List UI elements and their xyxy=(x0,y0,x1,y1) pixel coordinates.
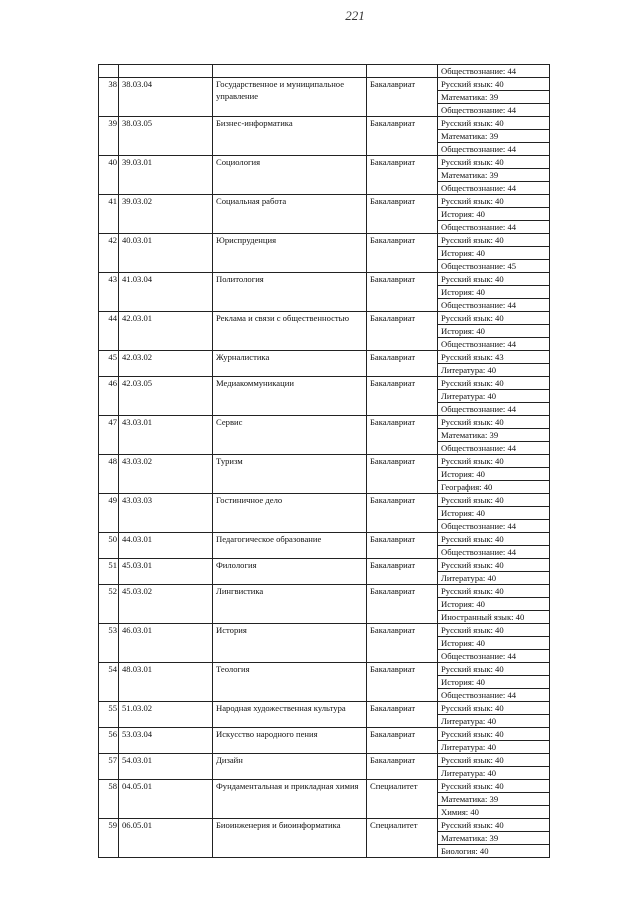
program-name-cell: Народная художественная культура xyxy=(213,702,367,728)
table-row xyxy=(99,663,550,676)
table-row xyxy=(99,494,550,507)
program-name-cell: Туризм xyxy=(213,455,367,494)
subject-score-cell: История: 40 xyxy=(438,247,550,260)
row-number-cell: 44 xyxy=(99,312,119,351)
subject-score-cell: Русский язык: 40 xyxy=(438,754,550,767)
level-cell: Бакалавриат xyxy=(367,195,438,234)
code-cell: 04.05.01 xyxy=(119,780,213,819)
program-name-cell: Фундаментальная и прикладная химия xyxy=(213,780,367,819)
subject-score-cell: Литература: 40 xyxy=(438,390,550,403)
code-cell: 46.03.01 xyxy=(119,624,213,663)
level-cell: Бакалавриат xyxy=(367,624,438,663)
row-number-cell: 46 xyxy=(99,377,119,416)
table-row xyxy=(99,702,550,715)
subject-score-cell: Русский язык: 40 xyxy=(438,416,550,429)
table-row xyxy=(99,312,550,325)
subject-score-cell: Русский язык: 40 xyxy=(438,78,550,91)
subject-score-cell: Русский язык: 40 xyxy=(438,494,550,507)
level-cell: Бакалавриат xyxy=(367,416,438,455)
subject-score-cell: Русский язык: 40 xyxy=(438,663,550,676)
program-name-cell: Биоинженерия и биоинформатика xyxy=(213,819,367,858)
subject-score-cell: История: 40 xyxy=(438,286,550,299)
subject-score-cell: История: 40 xyxy=(438,637,550,650)
table-row xyxy=(99,585,550,598)
subject-score-cell: История: 40 xyxy=(438,598,550,611)
subject-score-cell: Литература: 40 xyxy=(438,572,550,585)
subject-score-cell: Обществознание: 44 xyxy=(438,338,550,351)
subject-score-cell: Русский язык: 40 xyxy=(438,585,550,598)
subject-score-cell: Литература: 40 xyxy=(438,741,550,754)
row-number-cell: 43 xyxy=(99,273,119,312)
level-cell: Бакалавриат xyxy=(367,351,438,377)
subject-score-cell: Математика: 39 xyxy=(438,130,550,143)
level-cell: Бакалавриат xyxy=(367,377,438,416)
subject-score-cell: Обществознание: 44 xyxy=(438,182,550,195)
subject-score-cell: Русский язык: 40 xyxy=(438,117,550,130)
row-number-cell: 45 xyxy=(99,351,119,377)
program-name-cell: Лингвистика xyxy=(213,585,367,624)
subject-score-cell: Биология: 40 xyxy=(438,845,550,858)
subject-score-cell: Математика: 39 xyxy=(438,169,550,182)
level-cell: Бакалавриат xyxy=(367,234,438,273)
subject-score-cell: Обществознание: 44 xyxy=(438,546,550,559)
table-row xyxy=(99,455,550,468)
subject-score-cell: Математика: 39 xyxy=(438,832,550,845)
subject-score-cell: История: 40 xyxy=(438,468,550,481)
subject-score-cell: Русский язык: 40 xyxy=(438,156,550,169)
program-name-cell: Педагогическое образование xyxy=(213,533,367,559)
subject-score-cell: Обществознание: 44 xyxy=(438,520,550,533)
row-number-cell: 55 xyxy=(99,702,119,728)
code-cell: 38.03.05 xyxy=(119,117,213,156)
subject-score-cell: Русский язык: 40 xyxy=(438,624,550,637)
code-cell: 42.03.01 xyxy=(119,312,213,351)
program-name-cell: Медиакоммуникации xyxy=(213,377,367,416)
subject-score-cell: Русский язык: 40 xyxy=(438,377,550,390)
row-number-cell: 54 xyxy=(99,663,119,702)
level-cell: Бакалавриат xyxy=(367,78,438,117)
table-row xyxy=(99,624,550,637)
program-name-cell xyxy=(213,65,367,78)
code-cell: 48.03.01 xyxy=(119,663,213,702)
page-number: 221 xyxy=(345,8,365,23)
level-cell: Бакалавриат xyxy=(367,559,438,585)
subject-score-cell: Математика: 39 xyxy=(438,91,550,104)
subject-score-cell: Обществознание: 45 xyxy=(438,260,550,273)
subject-score-cell: Русский язык: 40 xyxy=(438,819,550,832)
code-cell: 45.03.01 xyxy=(119,559,213,585)
subject-score-cell: Русский язык: 40 xyxy=(438,702,550,715)
level-cell: Бакалавриат xyxy=(367,585,438,624)
level-cell: Бакалавриат xyxy=(367,156,438,195)
code-cell: 39.03.01 xyxy=(119,156,213,195)
code-cell: 42.03.05 xyxy=(119,377,213,416)
code-cell: 39.03.02 xyxy=(119,195,213,234)
row-number-cell: 57 xyxy=(99,754,119,780)
subject-score-cell: Обществознание: 44 xyxy=(438,689,550,702)
level-cell: Бакалавриат xyxy=(367,728,438,754)
code-cell: 06.05.01 xyxy=(119,819,213,858)
code-cell: 43.03.02 xyxy=(119,455,213,494)
program-name-cell: Государственное и муниципальное управление xyxy=(213,78,367,117)
subject-score-cell: Русский язык: 40 xyxy=(438,533,550,546)
program-name-cell: История xyxy=(213,624,367,663)
program-name-cell: Гостиничное дело xyxy=(213,494,367,533)
subject-score-cell: Математика: 39 xyxy=(438,793,550,806)
subject-score-cell: Русский язык: 43 xyxy=(438,351,550,364)
row-number-cell: 51 xyxy=(99,559,119,585)
subject-score-cell: Математика: 39 xyxy=(438,429,550,442)
row-number-cell: 38 xyxy=(99,78,119,117)
code-cell xyxy=(119,65,213,78)
table-row xyxy=(99,273,550,286)
code-cell: 51.03.02 xyxy=(119,702,213,728)
row-number-cell: 48 xyxy=(99,455,119,494)
subject-score-cell: Русский язык: 40 xyxy=(438,559,550,572)
level-cell: Бакалавриат xyxy=(367,663,438,702)
subject-score-cell: Русский язык: 40 xyxy=(438,234,550,247)
code-cell: 41.03.04 xyxy=(119,273,213,312)
subject-score-cell: Литература: 40 xyxy=(438,767,550,780)
table-row xyxy=(99,533,550,546)
row-number-cell: 47 xyxy=(99,416,119,455)
level-cell: Бакалавриат xyxy=(367,754,438,780)
table-row xyxy=(99,234,550,247)
subject-score-cell: Русский язык: 40 xyxy=(438,273,550,286)
table-row xyxy=(99,559,550,572)
code-cell: 43.03.01 xyxy=(119,416,213,455)
subject-score-cell: Химия: 40 xyxy=(438,806,550,819)
level-cell: Бакалавриат xyxy=(367,312,438,351)
program-name-cell: Юриспруденция xyxy=(213,234,367,273)
code-cell: 43.03.03 xyxy=(119,494,213,533)
table-row xyxy=(99,65,550,78)
row-number-cell: 40 xyxy=(99,156,119,195)
subject-score-cell: История: 40 xyxy=(438,325,550,338)
row-number-cell: 39 xyxy=(99,117,119,156)
subject-score-cell: Русский язык: 40 xyxy=(438,312,550,325)
subject-score-cell: Литература: 40 xyxy=(438,364,550,377)
subject-score-cell: Литература: 40 xyxy=(438,715,550,728)
program-name-cell: Журналистика xyxy=(213,351,367,377)
subject-score-cell: История: 40 xyxy=(438,208,550,221)
code-cell: 40.03.01 xyxy=(119,234,213,273)
row-number-cell: 50 xyxy=(99,533,119,559)
level-cell: Бакалавриат xyxy=(367,494,438,533)
level-cell: Бакалавриат xyxy=(367,117,438,156)
table-row xyxy=(99,416,550,429)
program-name-cell: Филология xyxy=(213,559,367,585)
code-cell: 54.03.01 xyxy=(119,754,213,780)
table-row xyxy=(99,728,550,741)
code-cell: 44.03.01 xyxy=(119,533,213,559)
table-row xyxy=(99,377,550,390)
program-name-cell: Сервис xyxy=(213,416,367,455)
subject-score-cell: История: 40 xyxy=(438,676,550,689)
program-name-cell: Искусство народного пения xyxy=(213,728,367,754)
subject-score-cell: Обществознание: 44 xyxy=(438,299,550,312)
subject-score-cell: Обществознание: 44 xyxy=(438,221,550,234)
table-row xyxy=(99,78,550,91)
table-row xyxy=(99,117,550,130)
code-cell: 53.03.04 xyxy=(119,728,213,754)
row-number-cell xyxy=(99,65,119,78)
subject-score-cell: Русский язык: 40 xyxy=(438,455,550,468)
row-number-cell: 49 xyxy=(99,494,119,533)
row-number-cell: 59 xyxy=(99,819,119,858)
subject-score-cell: Русский язык: 40 xyxy=(438,780,550,793)
table-row xyxy=(99,780,550,793)
subject-score-cell: Иностранный язык: 40 xyxy=(438,611,550,624)
program-name-cell: Теология xyxy=(213,663,367,702)
subject-score-cell: Обществознание: 44 xyxy=(438,104,550,117)
row-number-cell: 42 xyxy=(99,234,119,273)
level-cell: Бакалавриат xyxy=(367,533,438,559)
table-row xyxy=(99,156,550,169)
program-name-cell: Политология xyxy=(213,273,367,312)
code-cell: 45.03.02 xyxy=(119,585,213,624)
code-cell: 42.03.02 xyxy=(119,351,213,377)
subject-score-cell: Обществознание: 44 xyxy=(438,442,550,455)
program-name-cell: Социальная работа xyxy=(213,195,367,234)
subject-score-cell: География: 40 xyxy=(438,481,550,494)
row-number-cell: 58 xyxy=(99,780,119,819)
row-number-cell: 41 xyxy=(99,195,119,234)
subject-score-cell: История: 40 xyxy=(438,507,550,520)
table-row xyxy=(99,819,550,832)
subject-score-cell: Обществознание: 44 xyxy=(438,65,550,78)
subject-score-cell: Русский язык: 40 xyxy=(438,728,550,741)
subject-score-cell: Обществознание: 44 xyxy=(438,650,550,663)
row-number-cell: 56 xyxy=(99,728,119,754)
level-cell: Бакалавриат xyxy=(367,273,438,312)
table-row xyxy=(99,195,550,208)
program-name-cell: Реклама и связи с общественностью xyxy=(213,312,367,351)
table-row xyxy=(99,351,550,364)
level-cell: Специалитет xyxy=(367,819,438,858)
table-body xyxy=(99,65,550,858)
table-row xyxy=(99,754,550,767)
subject-score-cell: Обществознание: 44 xyxy=(438,143,550,156)
program-name-cell: Дизайн xyxy=(213,754,367,780)
admission-table xyxy=(98,64,550,858)
level-cell: Бакалавриат xyxy=(367,455,438,494)
level-cell xyxy=(367,65,438,78)
program-name-cell: Бизнес-информатика xyxy=(213,117,367,156)
row-number-cell: 52 xyxy=(99,585,119,624)
row-number-cell: 53 xyxy=(99,624,119,663)
code-cell: 38.03.04 xyxy=(119,78,213,117)
subject-score-cell: Обществознание: 44 xyxy=(438,403,550,416)
level-cell: Бакалавриат xyxy=(367,702,438,728)
subject-score-cell: Русский язык: 40 xyxy=(438,195,550,208)
level-cell: Специалитет xyxy=(367,780,438,819)
program-name-cell: Социология xyxy=(213,156,367,195)
